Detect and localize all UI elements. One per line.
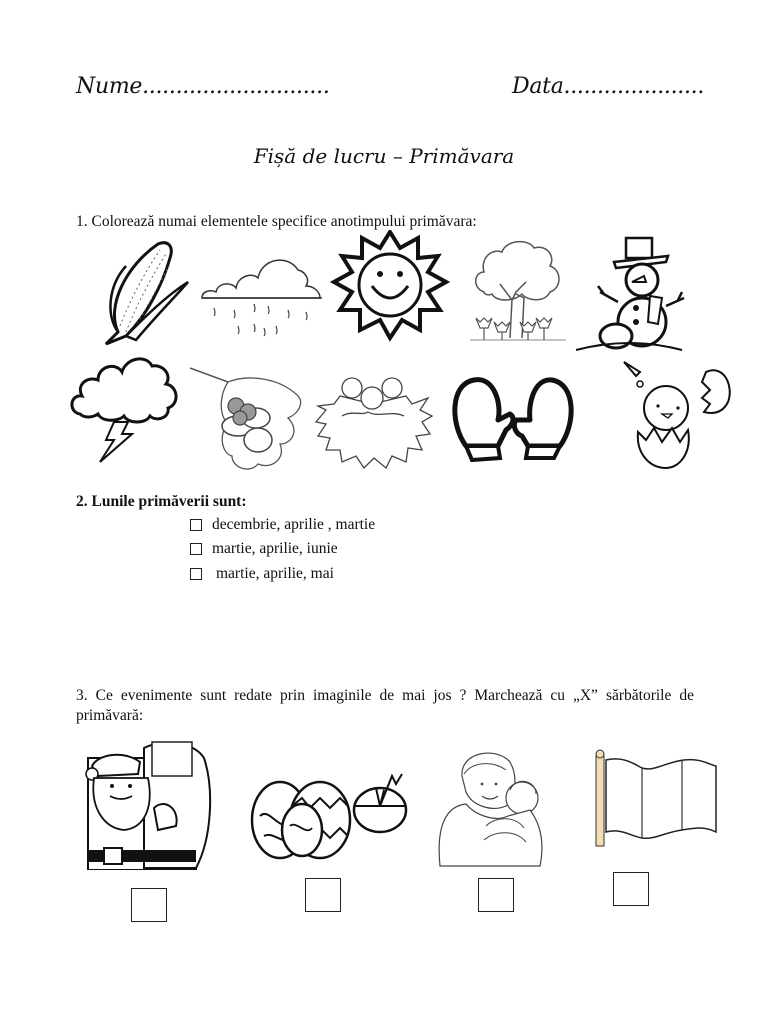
rain-cloud-image[interactable] (198, 250, 324, 340)
option-1-checkbox[interactable] (190, 519, 202, 531)
blooming-tree-image[interactable] (470, 238, 566, 350)
option-3[interactable] (190, 564, 334, 584)
corn-image[interactable] (96, 236, 192, 352)
option-1[interactable] (190, 515, 375, 535)
option-3-label: martie, aprilie, mai (216, 565, 334, 582)
santa-claus-checkbox[interactable] (131, 888, 167, 922)
question-1-text: 1. Colorează numai elementele specifice anotimpului primăvara: (76, 213, 477, 230)
santa-claus-image (84, 738, 216, 870)
option-2[interactable] (190, 539, 338, 559)
storm-cloud-image[interactable] (66, 352, 182, 464)
sun-image[interactable] (330, 230, 450, 342)
snowman-image[interactable] (574, 236, 686, 352)
bird-nest-image[interactable] (312, 366, 434, 470)
question-2-text: 2. Lunile primăverii sunt: (76, 493, 247, 510)
easter-eggs-checkbox[interactable] (305, 878, 341, 912)
date-field[interactable]: Data..................... (512, 74, 705, 99)
option-3-checkbox[interactable] (190, 568, 202, 580)
mother-and-child-image (436, 746, 548, 868)
hatching-chick-image[interactable] (620, 356, 734, 470)
mother-and-child-checkbox[interactable] (478, 878, 514, 912)
mittens-image[interactable] (450, 374, 576, 464)
option-1-label: decembrie, aprilie , martie (212, 516, 376, 533)
worksheet-title: Fișă de lucru – Primăvara (253, 144, 515, 168)
name-field[interactable]: Nume............................ (76, 74, 330, 99)
flag-image (594, 748, 720, 848)
acorns-image[interactable] (188, 364, 314, 476)
question-3-text: 3. Ce evenimente sunt redate prin imaginile de mai jos ? Marchează cu „X” sărbătorile de primăvară: (76, 687, 694, 724)
flag-checkbox[interactable] (613, 872, 649, 906)
option-2-label: martie, aprilie, iunie (212, 540, 338, 557)
option-2-checkbox[interactable] (190, 543, 202, 555)
easter-eggs-image (250, 766, 410, 862)
